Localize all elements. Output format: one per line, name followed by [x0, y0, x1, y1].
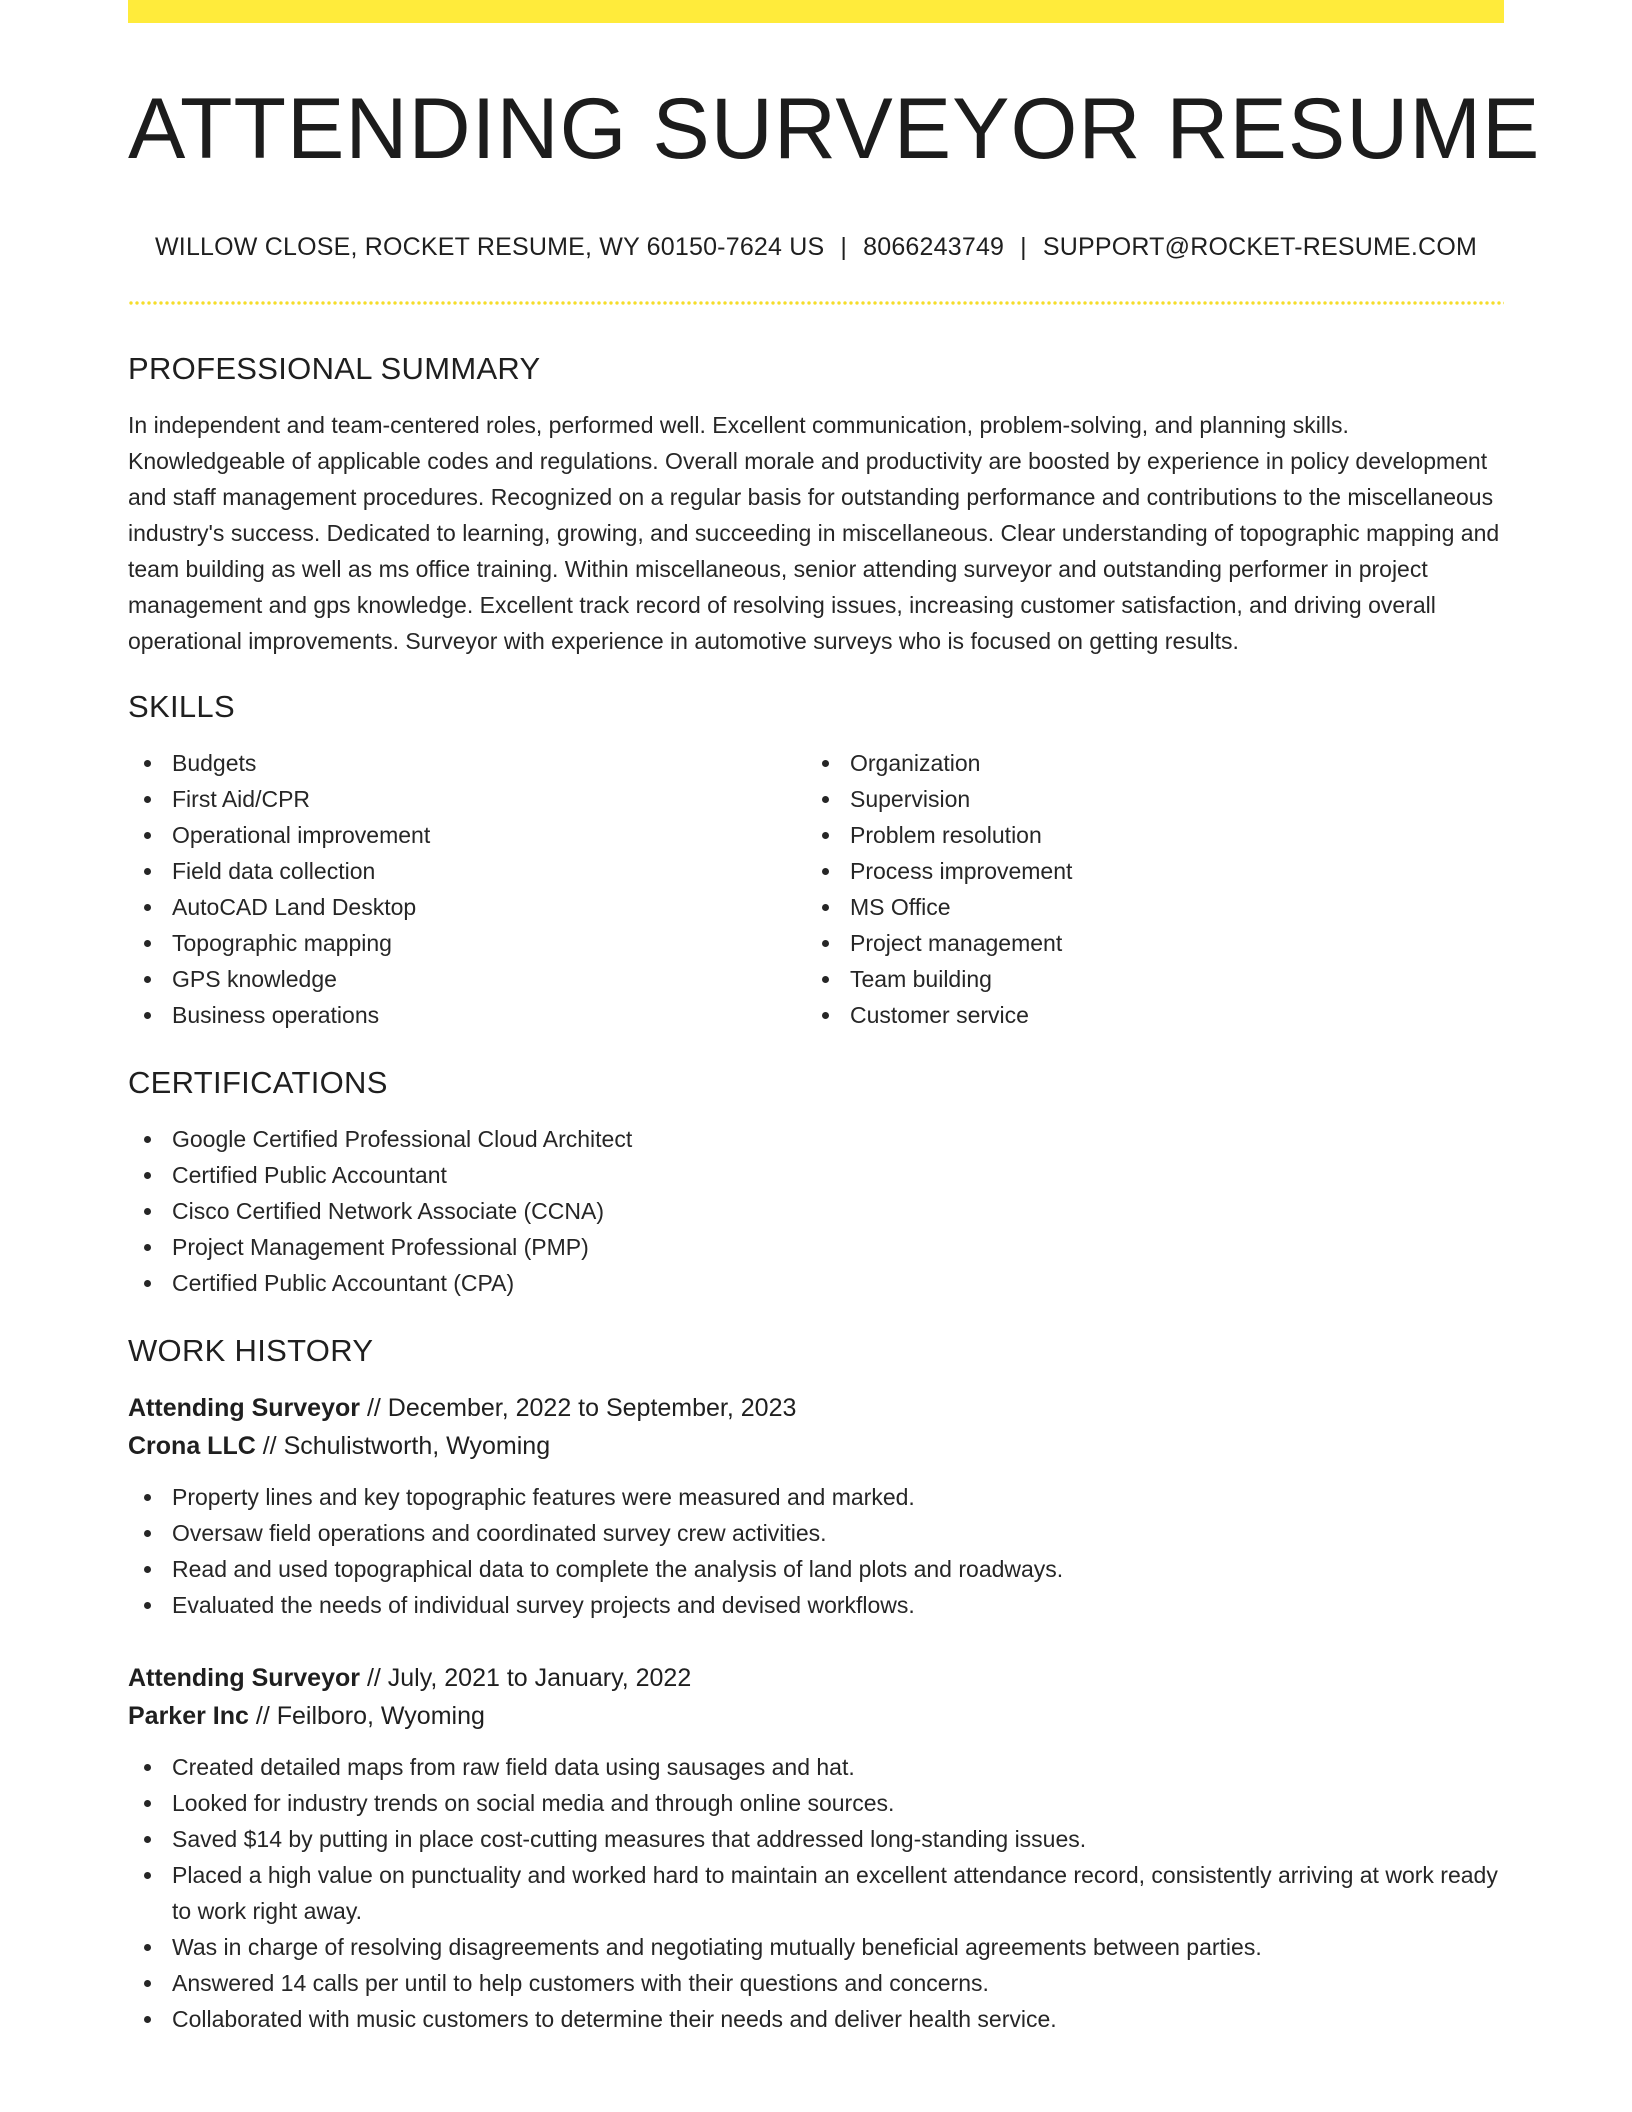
job-duty-item: Saved $14 by putting in place cost-cutting measures that addressed long-standing issues. [128, 1821, 1504, 1857]
certification-item: Project Management Professional (PMP) [128, 1229, 1504, 1265]
job-duty-item: Looked for industry trends on social media and through online sources. [128, 1785, 1504, 1821]
skill-item: Budgets [128, 745, 806, 781]
skill-item: Field data collection [128, 853, 806, 889]
job-location: // Schulistworth, Wyoming [262, 1432, 551, 1460]
skill-item: First Aid/CPR [128, 781, 806, 817]
skill-item: Problem resolution [806, 817, 1484, 853]
skill-item: MS Office [806, 889, 1484, 925]
job-duty-item: Read and used topographical data to complete the analysis of land plots and roadways. [128, 1551, 1504, 1587]
job-company: Parker Inc [128, 1702, 249, 1730]
job-location: // Feilboro, Wyoming [255, 1702, 485, 1730]
job-duties-list [128, 1749, 1504, 2037]
certifications-list [128, 1121, 1504, 1301]
job-company-line [128, 1697, 1504, 1735]
job-duty-item: Answered 14 calls per until to help customers with their questions and concerns. [128, 1965, 1504, 2001]
job-entry [128, 1659, 1504, 2037]
contact-address: WILLOW CLOSE, ROCKET RESUME, WY 60150-7624 US [155, 233, 825, 261]
skill-item: Operational improvement [128, 817, 806, 853]
skill-item: Organization [806, 745, 1484, 781]
top-accent-bar [128, 0, 1504, 23]
resume-page [128, 0, 1541, 2037]
job-duty-item: Evaluated the needs of individual survey projects and devised workflows. [128, 1587, 1504, 1623]
skills-list-right [806, 745, 1484, 1033]
work-history-list [128, 1389, 1504, 2037]
skill-item: Supervision [806, 781, 1484, 817]
job-title-line [128, 1659, 1504, 1697]
job-title: Attending Surveyor [128, 1664, 360, 1692]
job-duty-item: Placed a high value on punctuality and worked hard to maintain an excellent attendance record, consistently arriving at work ready to work right away. [128, 1857, 1504, 1929]
job-duty-item: Oversaw field operations and coordinated survey crew activities. [128, 1515, 1504, 1551]
contact-phone: 8066243749 [863, 233, 1005, 261]
certification-item: Cisco Certified Network Associate (CCNA) [128, 1193, 1504, 1229]
job-dates: // December, 2022 to September, 2023 [366, 1394, 797, 1422]
contact-email: SUPPORT@ROCKET-RESUME.COM [1042, 233, 1477, 261]
skill-item: Project management [806, 925, 1484, 961]
job-duty-item: Was in charge of resolving disagreements and negotiating mutually beneficial agreements between parties. [128, 1929, 1504, 1965]
certifications-heading: CERTIFICATIONS [128, 1065, 388, 1100]
summary-heading: PROFESSIONAL SUMMARY [128, 351, 541, 386]
skills-grid [128, 745, 1504, 1033]
job-duty-item: Collaborated with music customers to determine their needs and deliver health service. [128, 2001, 1504, 2037]
skills-heading: SKILLS [128, 689, 235, 724]
work-history-heading: WORK HISTORY [128, 1333, 374, 1368]
job-company-line [128, 1427, 1504, 1465]
job-duty-item: Property lines and key topographic features were measured and marked. [128, 1479, 1504, 1515]
job-entry [128, 1389, 1504, 1623]
certification-item: Google Certified Professional Cloud Architect [128, 1121, 1504, 1157]
resume-title: ATTENDING SURVEYOR RESUME [128, 81, 1541, 177]
summary-text: In independent and team-centered roles, performed well. Excellent communication, problem-solving, and planning skills. Knowledgeable of applicable codes and regulations. Overall morale and productivity are boosted by experience in policy development and staff management procedures. Recognized on a regular basis for outstanding performance and contributions to the miscellaneous industry's success. Dedicated to learning, growing, and succeeding in miscellaneous. Clear understanding of topographic mapping and team building as well as ms office training. Within miscellaneous, senior attending surveyor and outstanding performer in project management and gps knowledge. Excellent track record of resolving issues, increasing customer satisfaction, and driving overall operational improvements. Surveyor with experience in automotive surveys who is focused on getting results. [128, 412, 1500, 654]
contact-line [128, 231, 1504, 263]
certification-item: Certified Public Accountant (CPA) [128, 1265, 1504, 1301]
skill-item: Customer service [806, 997, 1484, 1033]
skill-item: Business operations [128, 997, 806, 1033]
job-company: Crona LLC [128, 1432, 256, 1460]
skills-column-right [806, 745, 1484, 1033]
contact-separator: | [840, 233, 848, 261]
skill-item: GPS knowledge [128, 961, 806, 997]
dotted-divider [128, 301, 1504, 305]
skill-item: Process improvement [806, 853, 1484, 889]
job-title: Attending Surveyor [128, 1394, 360, 1422]
contact-separator: | [1020, 233, 1027, 261]
job-duties-list [128, 1479, 1504, 1623]
job-duty-item: Created detailed maps from raw field data using sausages and hat. [128, 1749, 1504, 1785]
job-dates: // July, 2021 to January, 2022 [366, 1664, 692, 1692]
job-title-line [128, 1389, 1504, 1427]
skills-list-left [128, 745, 806, 1033]
skill-item: Topographic mapping [128, 925, 806, 961]
skills-column-left [128, 745, 806, 1033]
certification-item: Certified Public Accountant [128, 1157, 1504, 1193]
skill-item: Team building [806, 961, 1484, 997]
skill-item: AutoCAD Land Desktop [128, 889, 806, 925]
